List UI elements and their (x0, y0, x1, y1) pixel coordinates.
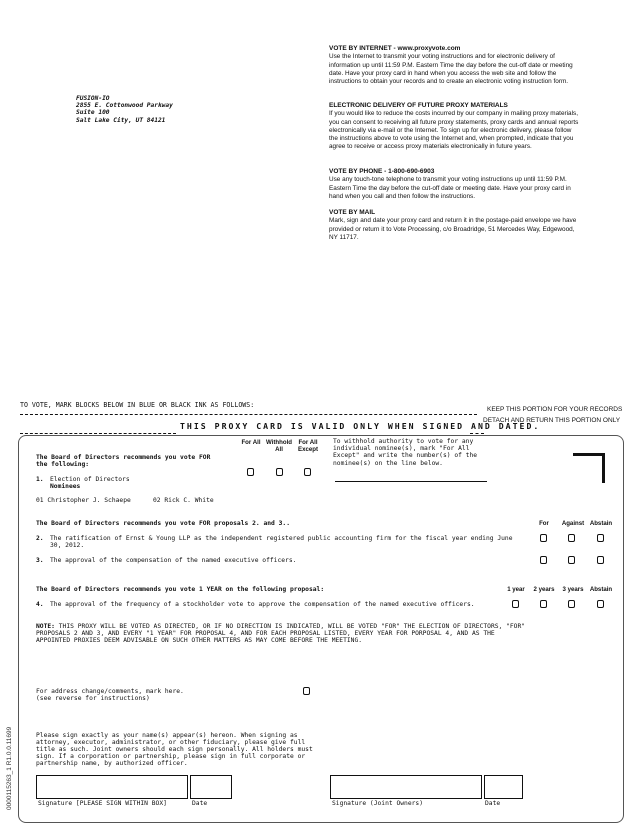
proposal-2-against-checkbox[interactable] (568, 534, 575, 542)
joint-signature-label: Signature (Joint Owners) (332, 800, 423, 807)
proposal-2-text-cont: 30, 2012. (50, 542, 85, 549)
except-write-in-line[interactable] (335, 481, 487, 482)
proposal-3-for-checkbox[interactable] (540, 556, 547, 564)
joint-date-label: Date (485, 800, 501, 807)
col-1-year: 1 year (507, 586, 525, 593)
instruction-title: ELECTRONIC DELIVERY OF FUTURE PROXY MATERIALS (329, 102, 508, 109)
valid-notice: THIS PROXY CARD IS VALID ONLY WHEN SIGNED AND DATED. (180, 421, 541, 431)
corner-mark (573, 453, 605, 483)
sign-instruction-line: Please sign exactly as your name(s) appear(s) hereon. When signing as (36, 732, 298, 739)
signature-box[interactable] (36, 775, 188, 799)
instruction-title: VOTE BY INTERNET - www.proxyvote.com (329, 45, 461, 52)
detach-portion-label: DETACH AND RETURN THIS PORTION ONLY (483, 417, 621, 424)
proposal-4-text: The approval of the frequency of a stockholder vote to approve the compensation of the named executive officers. (50, 601, 475, 608)
nominee-2: 02 Rick C. White (153, 497, 214, 504)
withhold-all-checkbox[interactable] (276, 468, 283, 476)
sign-instruction-line: title as such. Joint owners should each sign personally. All holders must (36, 746, 313, 753)
for-all-checkbox[interactable] (247, 468, 254, 476)
to-vote-instruction: TO VOTE, MARK BLOCKS BELOW IN BLUE OR BLACK INK AS FOLLOWS: (20, 401, 255, 409)
proposal-4-number: 4. (36, 601, 44, 608)
instruction-body: Use the Internet to transmit your voting instructions and for electronic delivery of information up until 11:59 P.M. Eastern Time the day before the cut-off date or meeting date. Have your proxy card in hand when you access the web site and follow the instructions to obtain your records and to create an electronic voting instruction form. (329, 53, 573, 86)
election-recommend-text: The Board of Directors recommends you vote FOR the following: (36, 454, 211, 469)
nominees-label: Nominees (50, 483, 81, 490)
date-box[interactable] (190, 775, 232, 799)
instruction-title: VOTE BY MAIL (329, 209, 376, 216)
proposal-4-2-years-checkbox[interactable] (540, 600, 547, 608)
note-label: NOTE: (36, 623, 55, 630)
sign-instruction-line: attorney, executor, administrator, or other fiduciary, please give full (36, 739, 306, 746)
electronic-delivery (329, 102, 579, 152)
detach-line (20, 414, 477, 415)
col-2-years: 2 years (533, 586, 555, 593)
proposal-4-3-years-checkbox[interactable] (568, 600, 575, 608)
col-3-years: 3 years (562, 586, 584, 593)
vote-by-internet (329, 45, 579, 86)
proposal-3-text: The approval of the compensation of the named executive officers. (50, 557, 297, 564)
proposal-3-abstain-checkbox[interactable] (597, 556, 604, 564)
col-for: For (539, 520, 549, 527)
frequency-recommendation: The Board of Directors recommends you vote 1 YEAR on the following proposal: (36, 586, 325, 593)
joint-signature-box[interactable] (330, 775, 482, 799)
sign-instruction-line: partnership name, by authorized officer. (36, 760, 188, 767)
proposal-4-abstain-checkbox[interactable] (597, 600, 604, 608)
note-line-3: APPOINTED PROXIES DEEM ADVISABLE ON SUCH OTHER MATTERS AS MAY COME BEFORE THE MEETING. (36, 637, 363, 644)
withhold-instruction: To withhold authority to vote for any individual nominee(s), mark "For All Except" and write the number(s) of the nominee(s) on the line below. (333, 438, 478, 467)
address-line: Salt Lake City, UT 84121 (76, 116, 166, 124)
proposal-2-for-checkbox[interactable] (540, 534, 547, 542)
instruction-body: Use any touch-tone telephone to transmit your voting instructions up until 11:59 P.M. Eastern Time the day before the cut-off date or meeting date. Have your proxy card in hand when you call and then follow the instructions. (329, 176, 571, 200)
proposal-4-1-year-checkbox[interactable] (512, 600, 519, 608)
instruction-body: If you would like to reduce the costs incurred by our company in mailing proxy materials, you can consent to receiving all future proxy statements, proxy cards and annual reports electronically via e-mail or the Internet. To sign up for electronic delivery, please follow the instructions above to vote using the Internet and, when prompted, indicate that you agree to receive or access proxy materials electronically in future years. (329, 110, 579, 151)
note-text: THIS PROXY WILL BE VOTED AS DIRECTED, OR IF NO DIRECTION IS INDICATED, WILL BE VOTED "FOR" THE ELECTION OF DIRECTORS, "FOR" (54, 623, 526, 630)
keep-portion-label: KEEP THIS PORTION FOR YOUR RECORDS (487, 406, 623, 413)
proposal-2-number: 2. (36, 535, 44, 542)
col-for-all: For All (241, 439, 261, 446)
return-address (76, 95, 173, 124)
col-against: Against (561, 520, 585, 527)
date-label: Date (192, 800, 208, 807)
address-line: FUSION-IO (76, 95, 110, 102)
vote-by-phone (329, 168, 579, 201)
proposals-recommendation: The Board of Directors recommends you vote FOR proposals 2. and 3.. (36, 520, 291, 527)
address-change-note: (see reverse for instructions) (36, 695, 150, 702)
col-for-all-except: For All Except (298, 439, 318, 453)
for-all-except-checkbox[interactable] (304, 468, 311, 476)
note-line-2: PROPOSALS 2 AND 3, AND EVERY "1 YEAR" FOR PROPOSAL 4, AND FOR EACH PROPOSAL LISTED, EVERY YEAR FOR PORPOSAL 4, AND AS THE (36, 630, 495, 637)
joint-date-box[interactable] (484, 775, 523, 799)
detach-line-right (470, 433, 484, 434)
col-abstain-freq: Abstain (589, 586, 613, 593)
address-line: Suite 100 (76, 109, 110, 117)
address-change-label: For address change/comments, mark here. (36, 688, 184, 695)
address-change-checkbox[interactable] (303, 687, 310, 695)
instruction-title: VOTE BY PHONE - 1-800-690-6903 (329, 168, 435, 175)
signature-label: Signature [PLEASE SIGN WITHIN BOX] (38, 800, 167, 807)
nominee-1: 01 Christopher J. Schaepe (36, 497, 131, 504)
detach-line-left (20, 433, 176, 434)
address-line: 2855 E. Cottonwood Parkway (76, 102, 173, 110)
proposal-3-against-checkbox[interactable] (568, 556, 575, 564)
col-withhold-all: Withhold All (265, 439, 292, 453)
vote-by-mail (329, 209, 579, 242)
election-recommendation-1 (36, 454, 216, 468)
proposal-2-abstain-checkbox[interactable] (597, 534, 604, 542)
item-1-text: Election of Directors (50, 476, 130, 483)
instruction-body: Mark, sign and date your proxy card and return it in the postage-paid envelope we have provided or return it to Vote Processing, c/o Broadridge, 51 Mercedes Way, Edgewood, NY 11717. (329, 217, 577, 241)
proposal-2-text: The ratification of Ernst & Young LLP as the independent registered public accounting firm for the fiscal year ending June (50, 535, 513, 542)
proposal-3-number: 3. (36, 557, 44, 564)
item-1-number: 1. (36, 476, 44, 483)
sign-instruction-line: sign. If a corporation or partnership, please sign in full corporate or (36, 753, 306, 760)
side-code: 0000115263_1 R1.0.0.11699 (6, 726, 13, 810)
col-abstain: Abstain (589, 520, 613, 527)
